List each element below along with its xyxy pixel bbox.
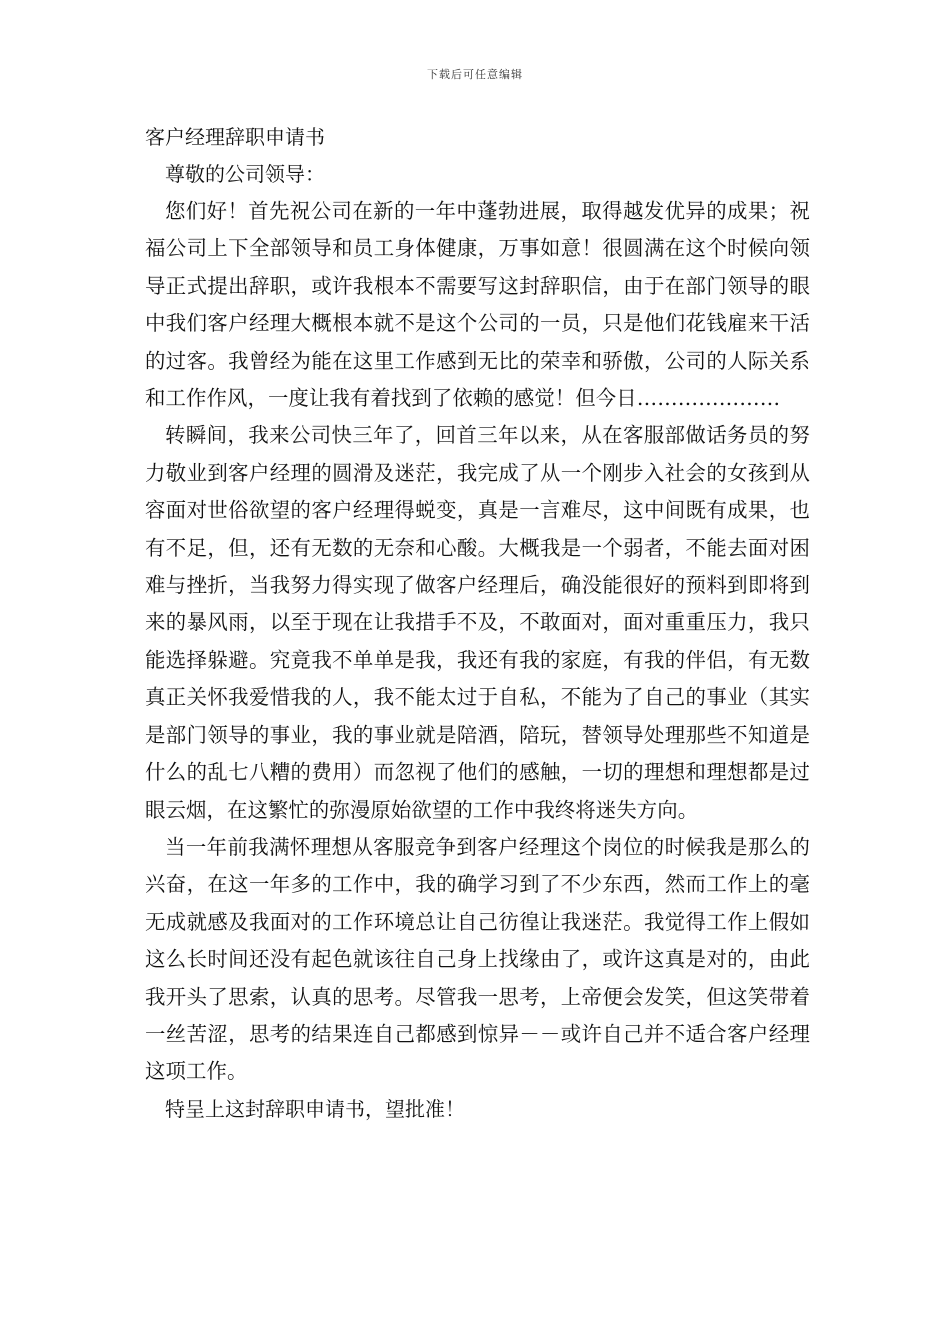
letter-closing: 特呈上这封辞职申请书，望批准！: [165, 1096, 465, 1121]
letter-salutation: 尊敬的公司领导：: [165, 162, 325, 186]
paragraph-2: 转瞬间，我来公司快三年了，回首三年以来，从在客服部做话务员的努力敬业到客户经理的圆滑及迷茫，我完成了从一个刚步入社会的女孩到从容面对世俗欲望的客户经理得蜕变，真是一言难尽，这中间既有成果，也有不足，但，还有无数的无奈和心酸。大概我是一个弱者，不能去面对困难与挫折，当我努力得实现了做客户经理后，确没能很好的预料到即将到来的暴风雨，以至于现在让我措手不及，不敢面对，面对重重压力，我只能选择躲避。究竟我不单单是我，我还有我的家庭，有我的伴侣，有无数真正关怀我爱惜我的人，我不能太过于自私，不能为了自己的事业（其实是部门领导的事业，我的事业就是陪酒，陪玩，替领导处理那些不知道是什么的乱七八糟的费用）而忽视了他们的感触，一切的理想和理想都是过眼云烟，在这繁忙的弥漫原始欲望的工作中我终将迷失方向。: [145, 423, 810, 822]
paragraph-1: 您们好！首先祝公司在新的一年中蓬勃进展，取得越发优异的成果；祝福公司上下全部领导和员工身体健康，万事如意！很圆满在这个时候向领导正式提出辞职，或许我根本不需要写这封辞职信，由于在部门领导的眼中我们客户经理大概根本就不是这个公司的一员，只是他们花钱雇来干活的过客。我曾经为能在这里工作感到无比的荣幸和骄傲，公司的人际关系和工作作风，一度让我有着找到了依赖的感觉！但今日…………………: [145, 199, 810, 411]
header-note: 下载后可任意编辑: [427, 68, 523, 81]
letter-body: [145, 118, 810, 1128]
letter-title: 客户经理辞职申请书: [145, 125, 325, 149]
paragraph-3: 当一年前我满怀理想从客服竞争到客户经理这个岗位的时候我是那么的兴奋，在这一年多的工作中，我的确学习到了不少东西，然而工作上的毫无成就感及我面对的工作环境总让自己彷徨让我迷茫。我觉得工作上假如这么长时间还没有起色就该往自己身上找缘由了，或许这真是对的，由此我开头了思索，认真的思考。尽管我一思考，上帝便会发笑，但这笑带着一丝苦涩，思考的结果连自己都感到惊异－－或许自己并不适合客户经理这项工作。: [145, 834, 810, 1084]
